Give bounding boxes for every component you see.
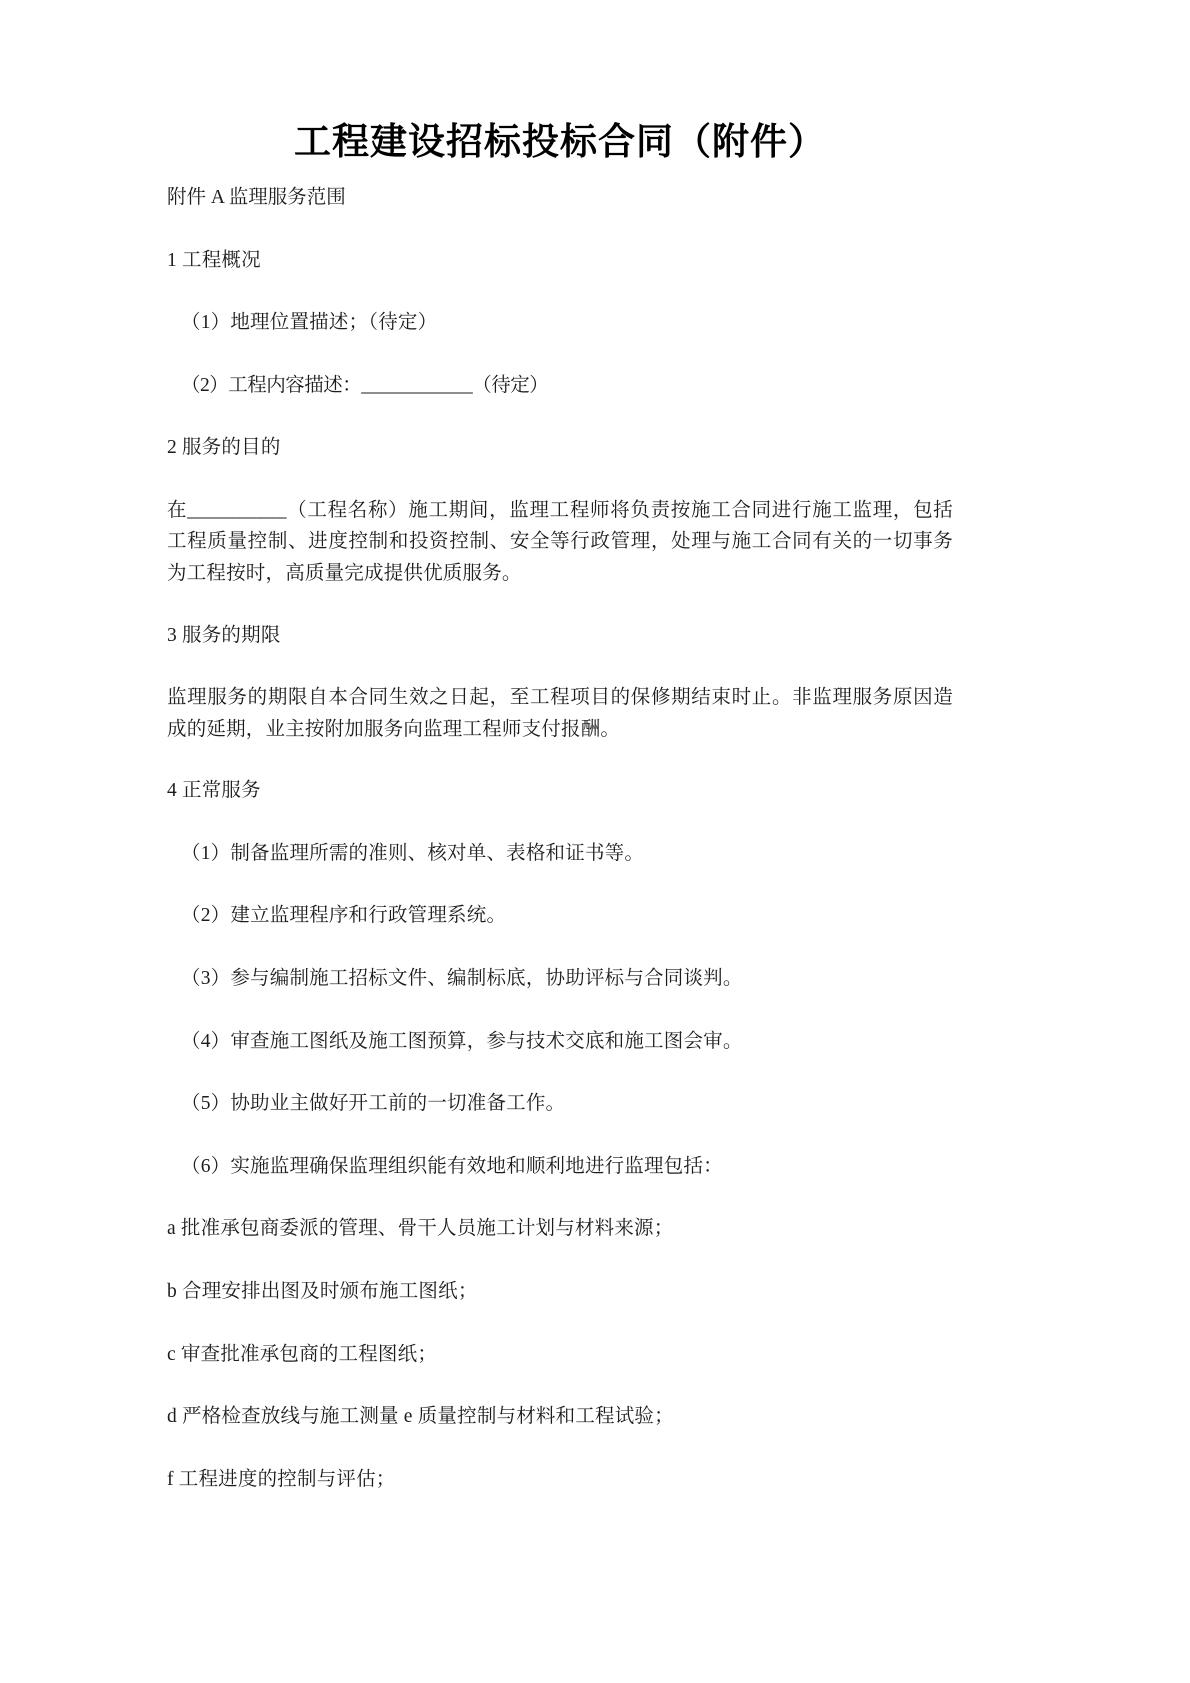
section-1-item-2: （2）工程内容描述：____________（待定） [181, 374, 549, 396]
section-heading-4: 4 正常服务 [167, 780, 261, 802]
section-4-item-5: （5）协助业主做好开工前的一切准备工作。 [181, 1093, 566, 1115]
section-heading-3: 3 服务的期限 [167, 624, 281, 646]
section-heading-2: 2 服务的目的 [167, 437, 281, 459]
section-4-item-1: （1）制备监理所需的准则、核对单、表格和证书等。 [181, 842, 645, 864]
section-4-item-3: （3）参与编制施工招标文件、编制标底，协助评标与合同谈判。 [181, 968, 743, 990]
document-body [167, 118, 953, 1526]
section-4-item-4: （4）审查施工图纸及施工图预算，参与技术交底和施工图会审。 [181, 1030, 743, 1052]
section-4-item-2: （2）建立监理程序和行政管理系统。 [181, 905, 507, 927]
section-3-body: 监理服务的期限自本合同生效之日起，至工程项目的保修期结束时止。非监理服务原因造成的延期，业主按附加服务向监理工程师支付报酬。 [167, 687, 953, 740]
section-4-item-6: （6）实施监理确保监理组织能有效地和顺利地进行监理包括： [181, 1155, 723, 1177]
section-4-subitem-a: a 批准承包商委派的管理、骨干人员施工计划与材料来源； [167, 1218, 674, 1240]
section-4-subitem-b: b 合理安排出图及时颁布施工图纸； [167, 1280, 478, 1302]
section-4-subitem-f: f 工程进度的控制与评估； [167, 1468, 396, 1490]
page-title: 工程建设招标投标合同（附件） [294, 122, 826, 163]
section-4-subitem-d: d 严格检查放线与施工测量 e 质量控制与材料和工程试验； [167, 1406, 674, 1428]
section-2-body: 在__________（工程名称）施工期间，监理工程师将负责按施工合同进行施工监理，包括工程质量控制、进度控制和投资控制、安全等行政管理，处理与施工合同有关的一切事务为工程按时，高质量完成提供优质服务。 [167, 499, 953, 584]
section-heading-1: 1 工程概况 [167, 249, 261, 271]
section-4-subitem-c: c 审查批准承包商的工程图纸； [167, 1343, 438, 1365]
section-1-item-1: （1）地理位置描述；（待定） [181, 312, 438, 334]
appendix-label: 附件 A 监理服务范围 [167, 186, 346, 208]
